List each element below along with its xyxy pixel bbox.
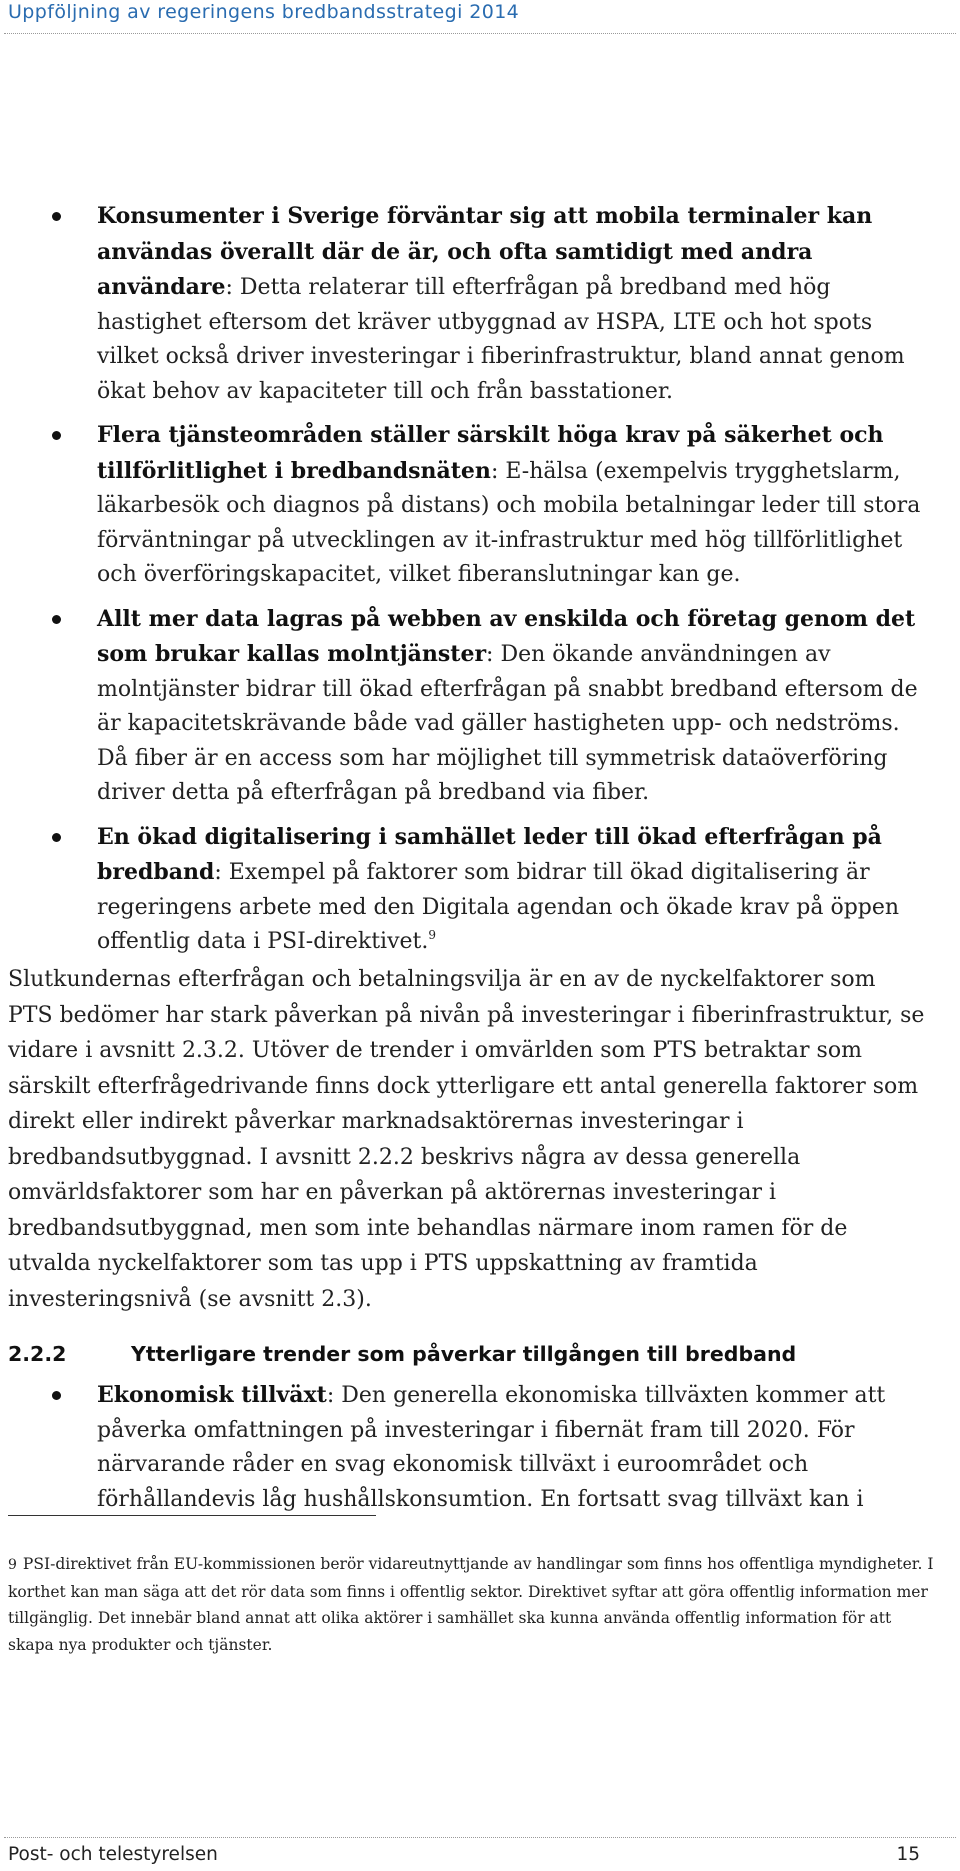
footer-divider xyxy=(4,1837,956,1838)
bullet-lead: En ökad digitalisering i samhället leder till ökad efterfrågan på bredband xyxy=(97,823,882,885)
header-divider xyxy=(4,33,956,34)
footnote xyxy=(8,1551,938,1658)
bullet-item xyxy=(0,418,960,593)
bullet-dot-icon xyxy=(52,212,61,221)
bullet-lead: Allt mer data lagras på webben av enskilda och företag genom det som brukar kallas molntjänster xyxy=(97,605,916,667)
section-bullet-list xyxy=(0,1378,960,1517)
bullet-item xyxy=(0,1378,960,1517)
bullet-lead: Konsumenter i Sverige förväntar sig att mobila terminaler kan användas överallt där de är, och ofta samtidigt med andra användare xyxy=(97,203,873,300)
bullet-dot-icon xyxy=(52,833,61,842)
bullet-text: : Detta relaterar till efterfrågan på bredband med hög hastighet eftersom det kräver utbyggnad av HSPA, LTE och hot spots vilket också driver investeringar i fiberinfrastruktur, bland annat genom ökat behov av kapaciteter till och från basstationer. xyxy=(97,275,905,404)
bullet-text: : Den ökande användningen av molntjänster bidrar till ökad efterfrågan på snabbt bredband eftersom de är kapacitetskrävande både vad gäller hastigheten upp- och nedströms. Då fiber är en access som har möjlighet till symmetrisk dataöverföring driver detta på efterfrågan på bredband via fiber. xyxy=(97,642,918,805)
bullet-lead: Flera tjänsteområden ställer särskilt höga krav på säkerhet och tillförlitlighet i bredbandsnäten xyxy=(97,422,884,484)
section-heading xyxy=(8,1342,938,1366)
page-header-title: Uppföljning av regeringens bredbandsstrategi 2014 xyxy=(8,1,520,23)
section-number: 2.2.2 xyxy=(8,1342,67,1366)
bullet-item xyxy=(0,602,960,811)
trend-bullet-list xyxy=(0,199,960,960)
bullet-dot-icon xyxy=(52,1391,61,1400)
footnote-number: 9 xyxy=(8,1557,17,1573)
bullet-text: : Den generella ekonomiska tillväxten kommer att påverka omfattningen på investeringar i fibernät fram till 2020. För närvarande råder en svag ekonomisk tillväxt i euroområdet och förhållandevis låg hushållskonsumtion. En fortsatt svag tillväxt kan i xyxy=(97,1383,886,1512)
body-paragraph: Slutkundernas efterfrågan och betalningsvilja är en av de nyckelfaktorer som PTS bedömer har stark påverkan på nivån på investeringar i fiberinfrastruktur, se vidare i avsnitt 2.3.2. Utöver de trender i omvärlden som PTS betraktar som särskilt efterfrågedrivande finns dock ytterligare ett antal generella faktorer som direkt eller indirekt påverkar marknadsaktörernas investeringar i bredbandsutbyggnad. I avsnitt 2.2.2 beskrivs några av dessa generella omvärldsfaktorer som har en påverkan på aktörernas investeringar i bredbandsutbyggnad, men som inte behandlas närmare inom ramen för de utvalda nyckelfaktorer som tas upp i PTS uppskattning av framtida investeringsnivå (se avsnitt 2.3). xyxy=(8,967,925,1312)
bullet-dot-icon xyxy=(52,615,61,624)
footer-publisher: Post- och telestyrelsen xyxy=(8,1844,218,1865)
bullet-lead: Ekonomisk tillväxt xyxy=(97,1382,327,1408)
page-number: 15 xyxy=(896,1844,920,1865)
bullet-item xyxy=(0,199,960,409)
bullet-dot-icon xyxy=(52,431,61,440)
footnote-divider xyxy=(8,1515,376,1516)
bullet-item xyxy=(0,820,960,960)
footnote-text: PSI-direktivet från EU-kommissionen berör vidareutnyttjande av handlingar som finns hos offentliga myndigheter. I korthet kan man säga att det rör data som finns i offentlig sektor. Direktivet syftar att göra offentlig information mer tillgänglig. Det innebär bland annat att olika aktörer i samhället ska kunna använda offentlig information för att skapa nya produkter och tjänster. xyxy=(8,1555,934,1654)
bullet-text: : Exempel på faktorer som bidrar till ökad digitalisering är regeringens arbete med den Digitala agendan och ökade krav på öppen offentlig data i PSI-direktivet. xyxy=(97,860,900,954)
footnote-reference[interactable]: 9 xyxy=(428,928,437,942)
bullet-text: : E-hälsa (exempelvis trygghetslarm, läkarbesök och diagnos på distans) och mobila betalningar leder till stora förväntningar på utvecklingen av it-infrastruktur med hög tillförlitlighet och överföringskapacitet, vilket fiberanslutningar kan ge. xyxy=(97,458,921,587)
section-title: Ytterligare trender som påverkar tillgången till bredband xyxy=(131,1342,797,1366)
